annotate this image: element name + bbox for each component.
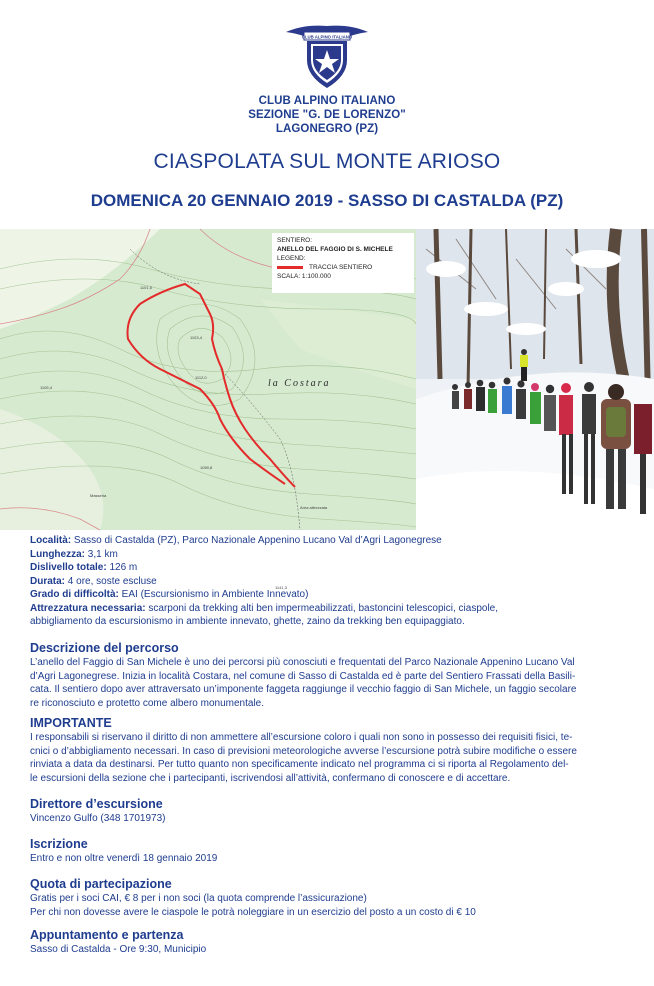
club-name-line2: SEZIONE "G. DE LORENZO": [248, 109, 406, 121]
info-dislivello: Dislivello totale: 126 m: [30, 562, 138, 573]
cai-logo: [282, 10, 372, 92]
page-subtitle: DOMENICA 20 GENNAIO 2019 - SASSO DI CASTALDA (PZ): [90, 191, 564, 210]
info-attrezzatura: Attrezzatura necessaria: scarponi da trekking alti ben impermeabilizzati, bastoncini telescopici, ciaspole,: [30, 602, 499, 614]
appuntamento-title: Appuntamento e partenza: [30, 928, 184, 942]
hikers-in-snow-image: [416, 229, 654, 530]
snowshoe-hikers-photo: [416, 229, 654, 530]
direttore-title: Direttore d’escursione: [30, 797, 163, 811]
page-title: CIASPOLATA SUL MONTE ARIOSO: [153, 150, 501, 173]
direttore-value: Vincenzo Gulfo (348 1701973): [30, 813, 166, 824]
svg-text:1103,4: 1103,4: [190, 335, 202, 340]
legend-track-label: TRACCIA SENTIERO: [309, 264, 373, 271]
svg-text:CLUB ALPINO ITALIANO: CLUB ALPINO ITALIANO: [301, 34, 353, 40]
svg-text:Area attrezzata: Area attrezzata: [300, 505, 328, 510]
svg-text:Masseria: Masseria: [90, 493, 107, 498]
svg-text:1101,5: 1101,5: [140, 285, 152, 290]
quota-body: Gratis per i soci CAI, € 8 per i non soci (la quota comprende l’assicurazione) Per chi non dovesse avere le ciaspole le potrà noleggiare in un esercizio del posto a un costo di € 10: [30, 893, 476, 918]
map-place-label: la Costara: [268, 378, 331, 389]
legend-sentiero-label: SENTIERO:: [277, 237, 313, 244]
legend-scale: SCALA: 1:100.000: [277, 273, 331, 280]
excursion-info: [30, 534, 630, 629]
club-name-line3: LAGONEGRO (PZ): [275, 123, 379, 135]
svg-text:1059,8: 1059,8: [200, 465, 213, 470]
appuntamento-value: Sasso di Castalda - Ore 9:30, Municipio: [30, 944, 207, 955]
quota-title: Quota di partecipazione: [30, 877, 172, 891]
descrizione-body: L’anello del Faggio di San Michele è uno dei percorsi più conosciuti e frequentati del Parco Nazionale Appenino Lucano Val d’Agri Lagonegrese. Inizia in località Costara, nel comune di Sasso di Castalda ed è parte del Sentiero Frassati della Basili- cata. Il sentiero dopo aver attraversato un’imponente faggeta raggiunge il vecchio faggio di San Michele, un faggio secolare re riconosciuto e protetto come albero monumentale.: [30, 657, 577, 709]
svg-text:1112,0: 1112,0: [195, 375, 207, 380]
iscrizione-title: Iscrizione: [30, 837, 88, 851]
svg-text:1105,4: 1105,4: [40, 385, 52, 390]
descrizione-title: Descrizione del percorso: [30, 641, 179, 655]
legend-trail-name: ANELLO DEL FAGGIO DI S. MICHELE: [277, 246, 393, 253]
map-legend: [272, 233, 414, 293]
importante-title: IMPORTANTE: [30, 716, 112, 730]
info-attrezzatura-cont: abbigliamento da escursionismo in ambiente innevato, ghette, zaino da trekking ben equipaggiato.: [30, 616, 465, 627]
club-name-line1: CLUB ALPINO ITALIANO: [258, 95, 396, 107]
svg-text:1141,3: 1141,3: [275, 585, 287, 590]
info-grado: Grado di difficoltà: EAI (Escursionismo in Ambiente Innevato): [30, 589, 309, 600]
trail-line-icon: [277, 266, 303, 269]
info-localita: Località: Sasso di Castalda (PZ), Parco Nazionale Appenino Lucano Val d’Agri Lagonegrese: [30, 535, 442, 546]
info-lunghezza: Lunghezza: 3,1 km: [30, 548, 118, 560]
legend-track-row: [277, 263, 409, 272]
cai-star-shield-icon: [282, 10, 372, 92]
legend-label: LEGEND:: [277, 255, 306, 262]
iscrizione-value: Entro e non oltre venerdì 18 gennaio 2019: [30, 853, 218, 864]
info-durata: Durata: 4 ore, soste escluse: [30, 575, 157, 587]
importante-body: I responsabili si riservano il diritto di non ammettere all’escursione coloro i quali non sono in possesso dei requisiti fisici, te- cnici o d’abbigliamento necessari. In caso di previsioni meteorologiche avverse l’escursione potrà subire modifiche o essere rinviata a data da destinarsi. Per tutto quanto non specificamente indicato nel programma ci si riporta al Regolamento del- le escursioni della sezione che i partecipanti, iscrivendosi all’attività, confermano di conoscere e di accettare.: [30, 732, 577, 784]
